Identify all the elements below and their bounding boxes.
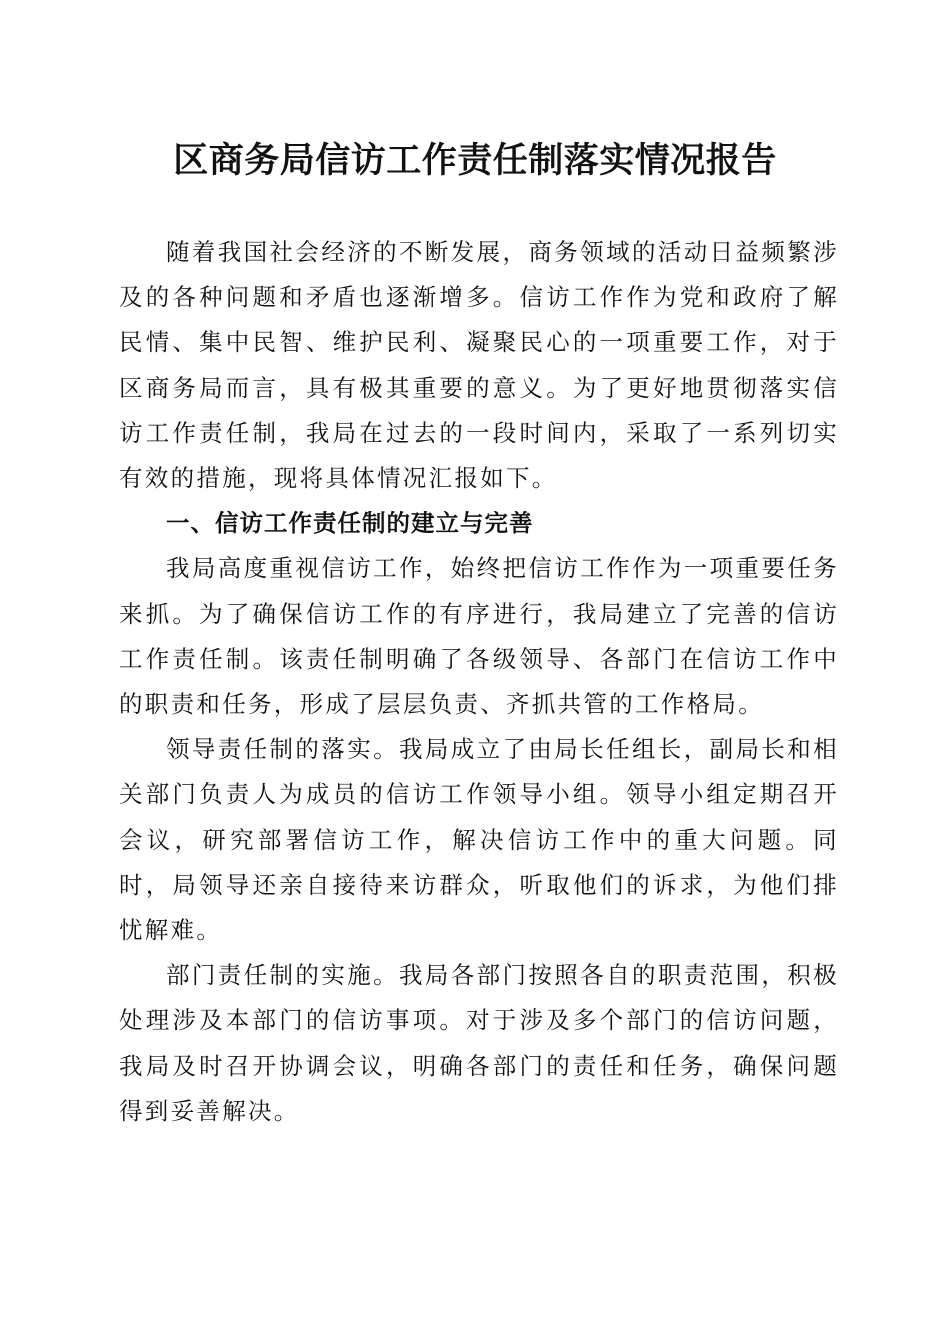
document-title: 区商务局信访工作责任制落实情况报告	[173, 140, 777, 181]
document-body	[119, 230, 839, 1134]
section-heading: 一、信访工作责任制的建立与完善	[166, 509, 534, 538]
body-paragraph: 领导责任制的落实。我局成立了由局长任组长，副局长和相关部门负责人为成员的信访工作领导小组。领导小组定期召开会议，研究部署信访工作，解决信访工作中的重大问题。同时，局领导还亲自接待来访群众，听取他们的诉求，为他们排忧解难。	[119, 735, 839, 945]
intro-paragraph: 随着我国社会经济的不断发展，商务领域的活动日益频繁涉及的各种问题和矛盾也逐渐增多。信访工作作为党和政府了解民情、集中民智、维护民利、凝聚民心的一项重要工作，对于区商务局而言，具有极其重要的意义。为了更好地贯彻落实信访工作责任制，我局在过去的一段时间内，采取了一系列切实有效的措施，现将具体情况汇报如下。	[119, 238, 839, 493]
body-paragraph: 部门责任制的实施。我局各部门按照各自的职责范围，积极处理涉及本部门的信访事项。对于涉及多个部门的信访问题，我局及时召开协调会议，明确各部门的责任和任务，确保问题得到妥善解决。	[119, 961, 839, 1125]
body-paragraph: 我局高度重视信访工作，始终把信访工作作为一项重要任务来抓。为了确保信访工作的有序进行，我局建立了完善的信访工作责任制。该责任制明确了各级领导、各部门在信访工作中的职责和任务，形成了层层负责、齐抓共管的工作格局。	[119, 554, 839, 719]
